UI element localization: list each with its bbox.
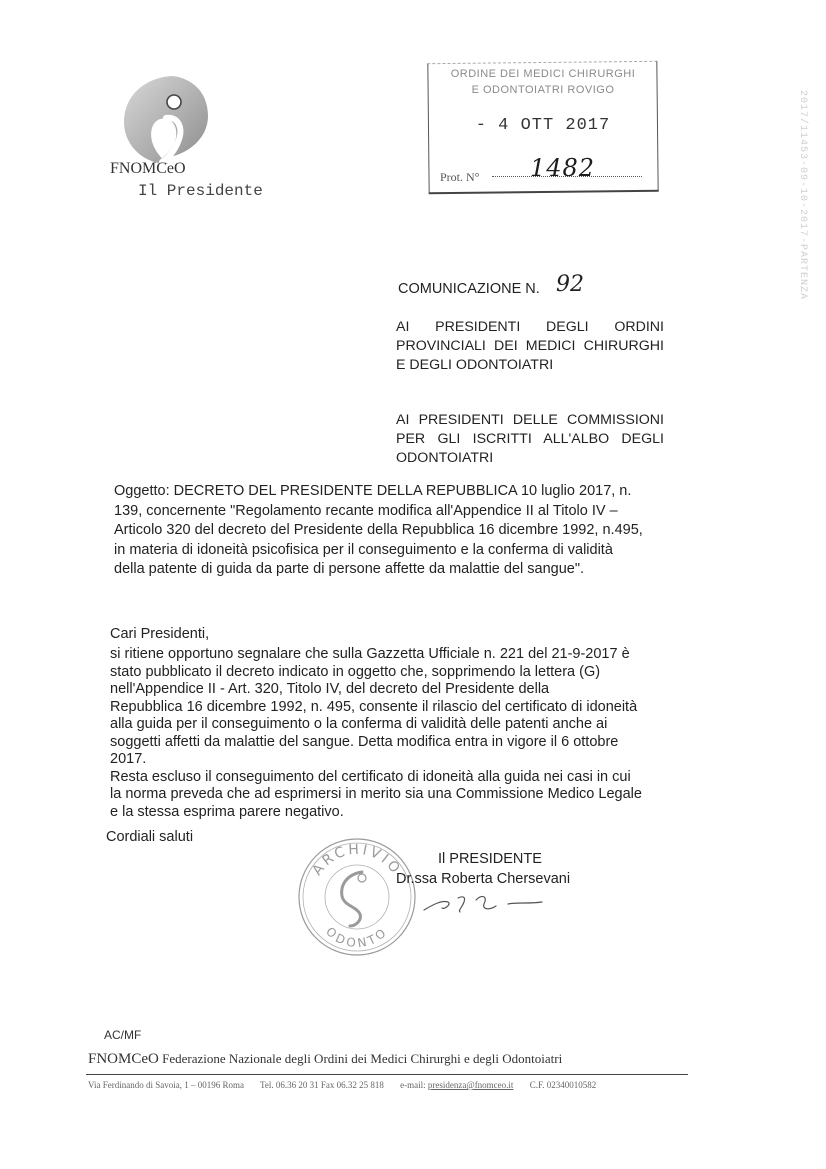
footer-org-line	[88, 1051, 562, 1068]
recipient-block: AI PRESIDENTI DEGLI ORDINI PROVINCIALI DEI MEDICI CHIRURGHI E DEGLI ODONTOIATRI	[396, 319, 664, 373]
body-line: 2017.	[110, 751, 147, 767]
signature-name: Dr.ssa Roberta Chersevani	[396, 871, 571, 887]
stamp-date: - 4 OTT 2017	[475, 116, 611, 135]
subject-line: 139, concernente "Regolamento recante modifica all'Appendice II al Titolo IV –	[114, 502, 618, 519]
stamp-prot-number: 1482	[530, 154, 596, 182]
body-line: nell'Appendice II - Art. 320, Titolo IV, del decreto del Presidente della	[110, 681, 550, 697]
handwritten-signature	[418, 888, 548, 918]
greeting: Cari Presidenti,	[110, 626, 210, 642]
footer-brand: FNOMCeO	[88, 1051, 159, 1067]
subject-line: della patente di guida da parte di persone affette da malattie del sangue".	[114, 561, 585, 577]
side-protocol-strip: 2017/11453-09-10-2017-PARTENZA	[797, 90, 808, 301]
stamp-prot-label: Prot. N°	[440, 170, 480, 184]
footer-email-link[interactable]: presidenza@fnomceo.it	[427, 1080, 514, 1090]
stamp-org-line2: E ODONTOIATRI ROVIGO	[471, 84, 615, 96]
footer-email-label: e-mail:	[400, 1080, 426, 1090]
stamp-org-line1: ORDINE DEI MEDICI CHIRURGHI	[450, 68, 636, 80]
subject-line: Articolo 320 del decreto del Presidente della Repubblica 16 dicembre 1992, n.495,	[114, 522, 643, 538]
subject-line: in materia di idoneità psicofisica per il conseguimento e la conferma di validità	[114, 541, 613, 558]
footer-org-full: Federazione Nazionale degli Ordini dei Medici Chirurghi e degli Odontoiatri	[162, 1051, 563, 1066]
body-line: Repubblica 16 dicembre 1992, n. 495, consente il rilascio del certificato di idoneità	[110, 698, 638, 715]
subject-line: Oggetto: DECRETO DEL PRESIDENTE DELLA REPUBBLICA 10 luglio 2017, n.	[114, 483, 632, 499]
footer-address: Via Ferdinando di Savoia, 1 – 00196 Roma	[88, 1080, 244, 1090]
body-paragraph	[110, 646, 710, 821]
signature-title: Il PRESIDENTE	[438, 851, 542, 867]
seal-top-text: ARCHIVIO	[309, 841, 405, 879]
body-line: stato pubblicato il decreto indicato in oggetto che, sopprimendo la lettera (G)	[110, 663, 601, 680]
body-line: alla guida per il conseguimento o la conferma di validità delle patenti anche ai	[110, 716, 608, 732]
archive-seal	[296, 836, 418, 958]
svg-text:ODONTO	[323, 924, 391, 950]
body-line: Resta escluso il conseguimento del certificato di idoneità alla guida nei casi in cui	[110, 768, 631, 785]
footer-phone: Tel. 06.36 20 31 Fax 06.32 25 818	[260, 1080, 384, 1090]
body-line: e la stessa esprima parere negativo.	[110, 803, 344, 820]
org-name: FNOMCeO	[110, 160, 186, 177]
org-role: Il Presidente	[138, 182, 263, 200]
recipient-block: AI PRESIDENTI DELLE COMMISSIONI PER GLI ISCRITTI ALL'ALBO DEGLI ODONTOIATRI	[396, 412, 664, 466]
footer-tax-code: C.F. 02340010582	[529, 1080, 597, 1090]
initials: AC/MF	[104, 1028, 142, 1042]
body-line: soggetti affetti da malattie del sangue. Detta modifica entra in vigore il 6 ottobre	[110, 733, 619, 750]
communication-label: COMUNICAZIONE N.	[398, 281, 540, 297]
body-line: la norma preveda che ad esprimersi in merito sia una Commissione Medico Legale	[110, 786, 642, 802]
subject-paragraph	[114, 482, 706, 580]
closing: Cordiali saluti	[106, 829, 194, 845]
body-line: si ritiene opportuno segnalare che sulla Gazzetta Ufficiale n. 221 del 21-9-2017 è	[110, 646, 630, 662]
communication-number: 92	[556, 272, 584, 297]
fnomceo-logo	[118, 72, 214, 168]
seal-bottom-text: ODONTO	[323, 924, 391, 951]
footer-contact-line	[88, 1080, 596, 1090]
footer-divider	[86, 1074, 688, 1075]
